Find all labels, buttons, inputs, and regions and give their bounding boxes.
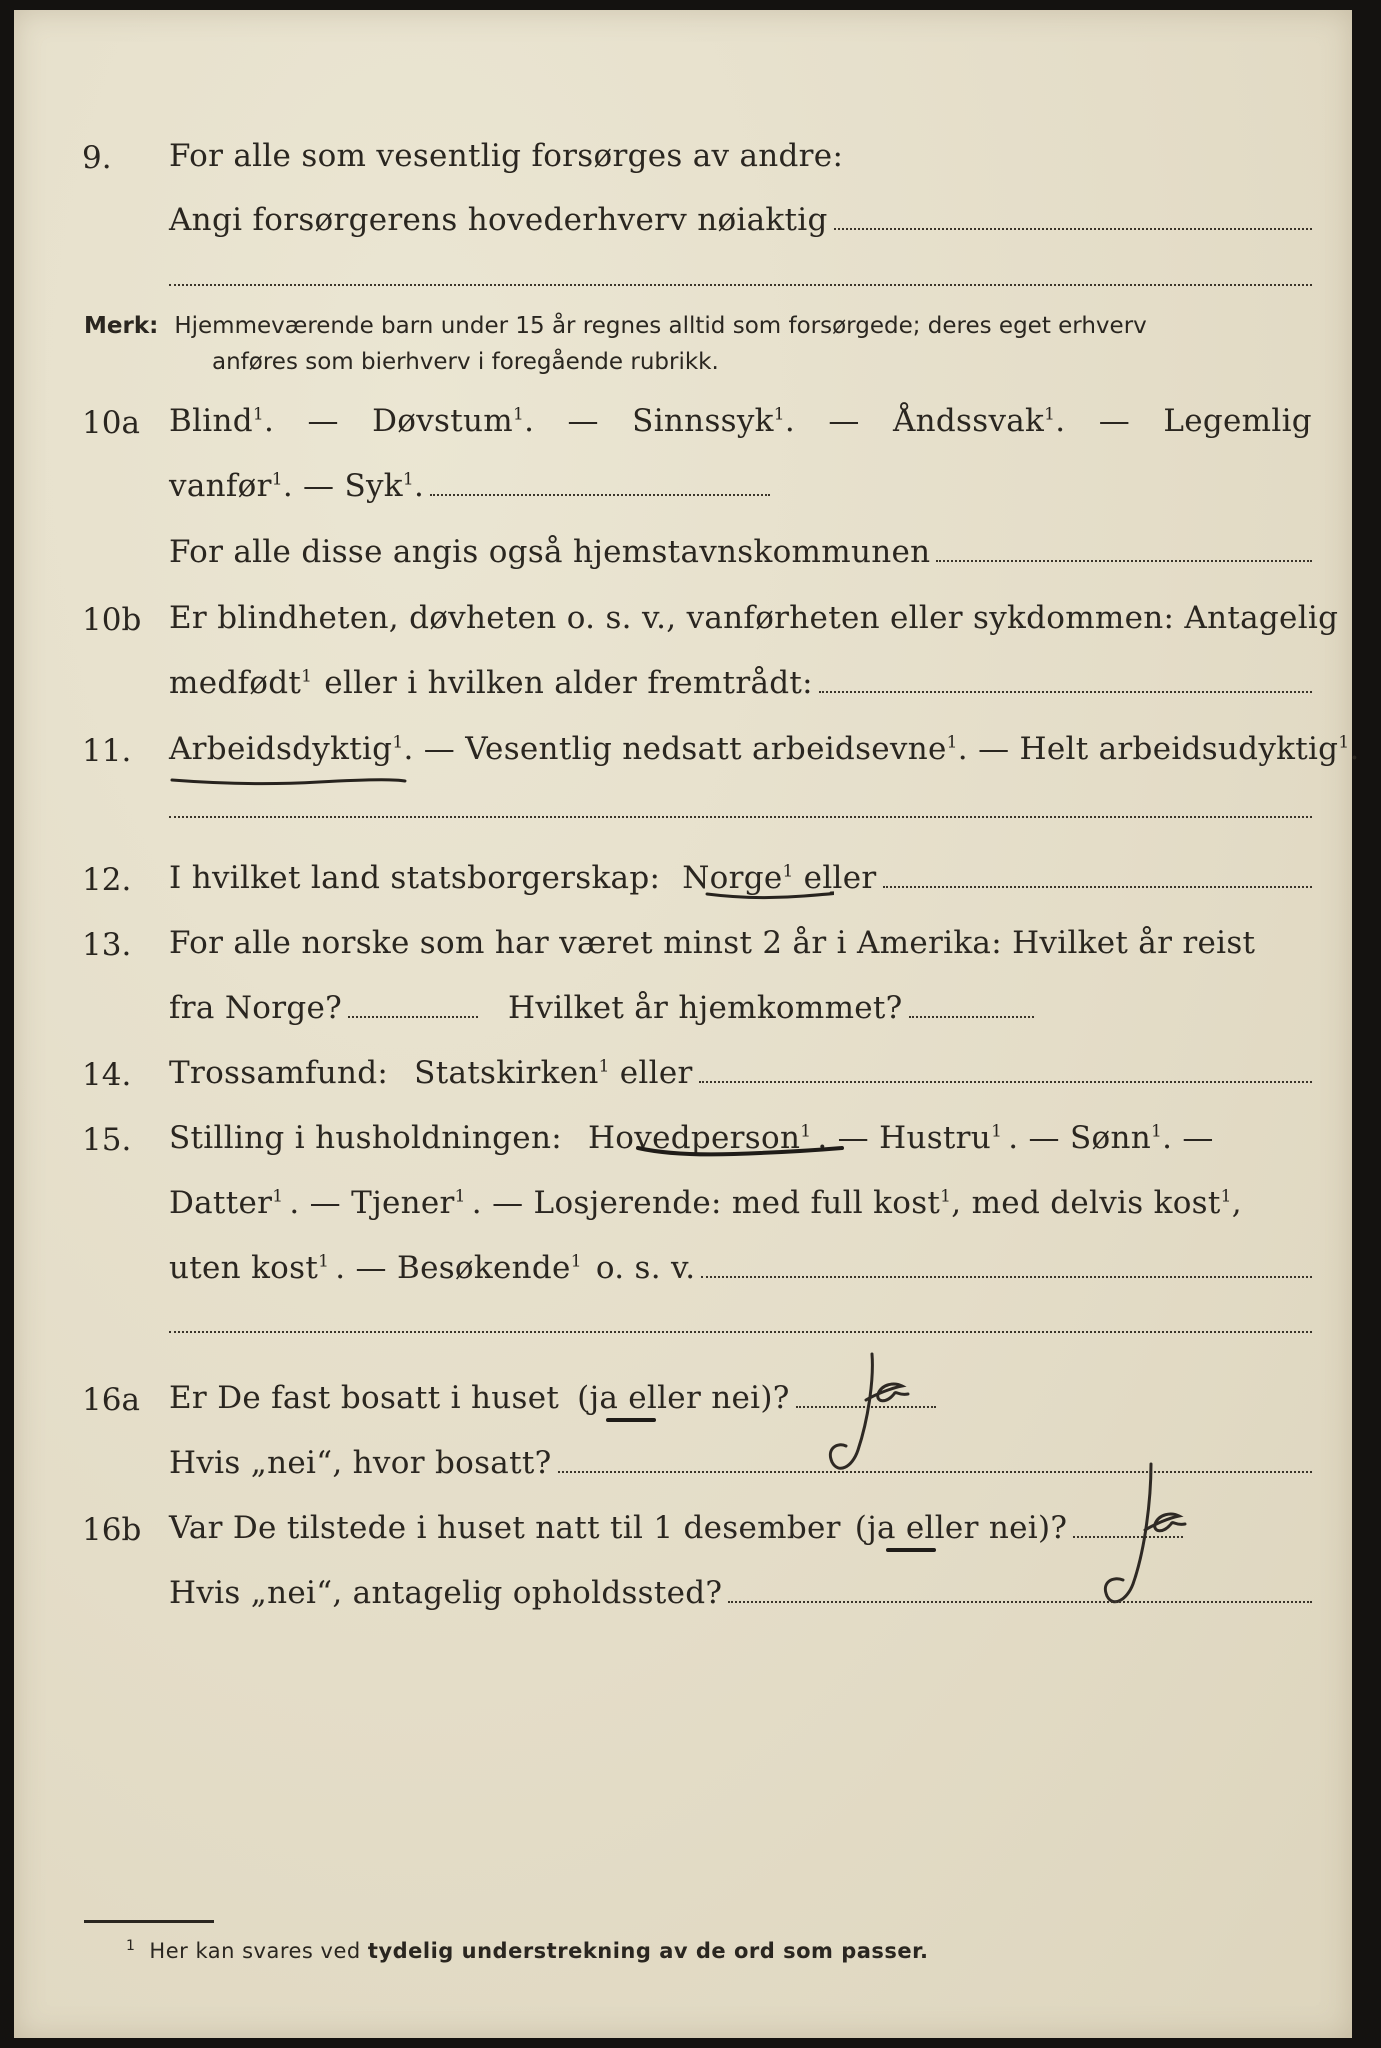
q15-extra-answer-line[interactable] [169, 1331, 1312, 1333]
q16b-row-1 [14, 1500, 1352, 1560]
q10a-option-syk[interactable]: — Syk$^1$. [303, 468, 425, 504]
q15-option-besokende[interactable]: . — Besøkende$^1$ [335, 1250, 582, 1286]
q9-text-2: Angi forsørgerens hovederhverv nøiaktig [169, 202, 828, 238]
q12-row [14, 850, 1352, 910]
q15-option-datter[interactable]: Datter$^1$ [169, 1185, 284, 1221]
q13-text-reist: fra Norge? [169, 990, 343, 1026]
q15-line-3 [169, 1250, 1312, 1286]
q16b-line-2 [169, 1575, 1312, 1611]
q10b-row-2 [14, 655, 1352, 715]
q15-option-hustru[interactable]: . — Hustru$^1$ [817, 1120, 1003, 1156]
q10a-row-2 [14, 458, 1352, 518]
q10a-line-3 [169, 534, 1312, 570]
q10b-row-1 [14, 590, 1352, 650]
q15-text-stilling: Stilling i husholdningen: [169, 1120, 562, 1156]
q9-line-2 [169, 202, 1312, 238]
q13-line-1 [169, 925, 1312, 961]
q11-extra-answer-line[interactable] [169, 816, 1312, 818]
q16a-text: Er De fast bosatt i huset [169, 1380, 560, 1416]
q10b-option-medfodt[interactable]: medfødt$^1$ [169, 665, 313, 701]
q16b-opholdssted-field[interactable] [728, 1597, 1312, 1603]
q12-text: I hvilket land statsborgerskap: [169, 860, 661, 896]
q16a-text-eller-nei: eller nei)? [628, 1380, 790, 1416]
q14-row [14, 1045, 1352, 1105]
footnote-mark: 1 [126, 1938, 136, 1954]
footnote [126, 1938, 929, 1963]
q12-answer-field[interactable] [883, 882, 1312, 888]
q15-line-2 [169, 1185, 1312, 1221]
q14-option-statskirken[interactable]: Statskirken$^1$ [414, 1055, 610, 1091]
q14-answer-field[interactable] [699, 1077, 1312, 1083]
q16b-text: Var De tilstede i huset natt til 1 desember [169, 1510, 841, 1546]
q16a-row-1 [14, 1370, 1352, 1430]
q9-line-1 [169, 138, 1312, 174]
q16a-answer-field[interactable] [796, 1402, 936, 1408]
q10a-syk-field[interactable] [430, 490, 770, 496]
q9-answer-field[interactable] [834, 224, 1312, 230]
q10b-text-1: Er blindheten, døvheten o. s. v., vanførheten eller sykdommen: Antagelig [169, 600, 1339, 636]
q11-option-arbeidsdyktig[interactable]: Arbeidsdyktig$^1$ [169, 731, 404, 767]
q14-line [169, 1055, 1312, 1091]
q10a-option-legemlig[interactable]: Legemlig [1163, 403, 1312, 439]
q10a-number: 10a [82, 405, 140, 441]
q10a-text-3: For alle disse angis også hjemstavnskommunen [169, 534, 931, 570]
q9-row-1 [14, 128, 1352, 188]
q16b-text-eller-nei: eller nei)? [905, 1510, 1068, 1546]
q14-eller: eller [619, 1055, 693, 1091]
q11-line [169, 731, 1360, 767]
q13-row-1 [14, 915, 1352, 975]
q10a-option-dovstum[interactable]: Døvstum$^1$. [372, 403, 535, 439]
q10a-row-3 [14, 524, 1352, 584]
q9-extra-answer-line[interactable] [169, 284, 1312, 286]
q15-number: 15. [82, 1122, 132, 1158]
q13-reist-field[interactable] [348, 1012, 478, 1018]
q10b-number: 10b [82, 602, 142, 638]
q15-option-tjener[interactable]: . — Tjener$^1$ [289, 1185, 466, 1221]
merk-text-2: anføres som bierhverv i foregående rubrikk. [212, 349, 719, 375]
merk-note [84, 308, 1314, 380]
q16b-text-2: Hvis „nei“, antagelig opholdssted? [169, 1575, 723, 1611]
q13-text-hjemkommet: Hvilket år hjemkommet? [508, 990, 903, 1026]
q10a-line-2 [169, 468, 1312, 504]
q10b-line-2 [169, 665, 1312, 701]
footnote-rule [84, 1920, 214, 1923]
q10a-option-andssvak[interactable]: Åndssvak$^1$. [892, 403, 1066, 439]
q9-number: 9. [82, 140, 112, 176]
q16a-bosatt-field[interactable] [558, 1467, 1312, 1473]
q15-option-hovedperson[interactable]: Hovedperson$^1$ [587, 1120, 812, 1156]
footnote-text-b: tydelig understrekning av de ord som passer. [367, 1939, 929, 1963]
q16b-option-ja[interactable]: (ja [854, 1510, 896, 1546]
q10a-row-1 [14, 393, 1352, 453]
q13-row-2 [14, 980, 1352, 1040]
q10b-line-1 [169, 600, 1339, 636]
q13-text-1: For alle norske som har været minst 2 år i Amerika: Hvilket år reist [169, 925, 1256, 961]
q16b-line-1 [169, 1510, 1312, 1546]
q11-number: 11. [82, 733, 132, 769]
q16b-number: 16b [82, 1512, 142, 1548]
q16a-line-2 [169, 1445, 1312, 1481]
q10a-option-sinnssyk[interactable]: Sinnssyk$^1$. [632, 403, 796, 439]
q15-option-sonn[interactable]: . — Sønn$^1$ [1008, 1120, 1163, 1156]
q11-option-nedsatt[interactable]: . — Vesentlig nedsatt arbeidsevne$^1$ [403, 731, 958, 767]
q10a-dash: — [828, 403, 860, 439]
q11-row [14, 721, 1360, 781]
q10a-option-blind[interactable]: Blind$^1$. [169, 403, 275, 439]
q12-line [169, 860, 1312, 896]
q10a-dash: — [1098, 403, 1131, 439]
census-form-page [14, 10, 1360, 2038]
q10a-option-vanfor[interactable]: vanfør$^1$. [169, 468, 293, 504]
q13-hjemkommet-field[interactable] [909, 1012, 1034, 1018]
q10a-hjemstavn-field[interactable] [936, 556, 1312, 562]
q10a-line-1 [169, 403, 1312, 439]
q13-number: 13. [82, 927, 132, 963]
q15-osv: o. s. v. [595, 1250, 696, 1286]
q15-dash: . — [1162, 1120, 1214, 1156]
merk-text-1: Hjemmeværende barn under 15 år regnes alltid som forsørgede; deres eget erhverv [174, 313, 1147, 339]
q16a-number: 16a [82, 1382, 140, 1418]
q16a-text-2: Hvis „nei“, hvor bosatt? [169, 1445, 552, 1481]
q16b-row-2 [14, 1565, 1352, 1625]
q15-row-1 [14, 1110, 1352, 1170]
q13-line-2 [169, 990, 1312, 1026]
footnote-text-a: Her kan svares ved [149, 1939, 361, 1963]
q12-number: 12. [82, 862, 132, 898]
q14-number: 14. [82, 1057, 132, 1093]
q16b-answer-field[interactable] [1073, 1532, 1183, 1538]
q10a-dash: — [567, 403, 599, 439]
q10a-dash: — [307, 403, 339, 439]
q11-option-udyktig[interactable]: . — Helt arbeidsudyktig$^1$. [957, 731, 1360, 767]
q12-eller: eller [803, 860, 877, 896]
q12-option-norge[interactable]: Norge$^1$ [682, 860, 794, 896]
merk-label: Merk: [84, 313, 159, 339]
q16a-option-ja[interactable]: (ja [577, 1380, 619, 1416]
q15-option-full-kost[interactable]: . — Losjerende: med full kost$^1$ [471, 1185, 952, 1221]
q10b-answer-field[interactable] [819, 687, 1312, 693]
q15-answer-field[interactable] [701, 1272, 1312, 1278]
q16b-ja-underline [886, 1548, 936, 1552]
q14-text: Trossamfund: [169, 1055, 389, 1091]
q15-option-delvis-kost[interactable]: , med delvis kost$^1$, [951, 1185, 1242, 1221]
q9-text-1: For alle som vesentlig forsørges av andre: [169, 138, 844, 174]
q16a-row-2 [14, 1435, 1352, 1495]
q15-option-uten-kost[interactable]: uten kost$^1$ [169, 1250, 330, 1286]
q15-row-3 [14, 1240, 1352, 1300]
q15-row-2 [14, 1175, 1352, 1235]
q9-row-2 [14, 192, 1352, 252]
q10b-text-2: eller i hvilken alder fremtrådt: [324, 665, 813, 701]
q16a-ja-underline [606, 1418, 656, 1422]
q16a-line-1 [169, 1380, 1312, 1416]
q15-line-1 [169, 1120, 1312, 1156]
